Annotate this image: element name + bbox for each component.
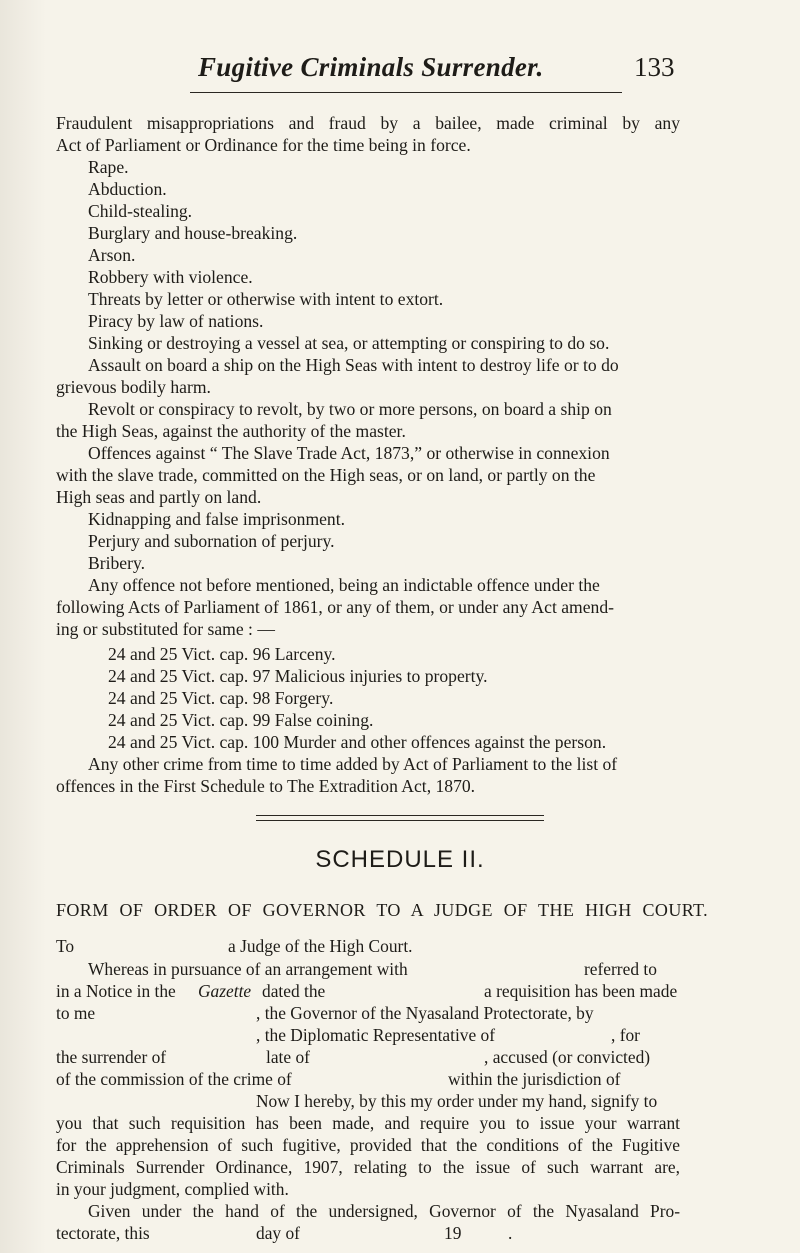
list-line: Arson. bbox=[88, 245, 136, 265]
list-line: Piracy by law of nations. bbox=[88, 311, 264, 331]
list-line: Abduction. bbox=[88, 179, 167, 199]
list-line: Perjury and subornation of perjury. bbox=[88, 531, 335, 551]
form-text: day of bbox=[256, 1223, 300, 1243]
form-text: the surrender of bbox=[56, 1047, 167, 1067]
to-value: a Judge of the High Court. bbox=[228, 936, 413, 956]
list-line: following Acts of Parliament of 1861, or any of them, or under any Act amend- bbox=[56, 597, 614, 617]
list-line: Offences against “ The Slave Trade Act, 1873,” or otherwise in connexion bbox=[88, 443, 610, 463]
list-line: High seas and partly on land. bbox=[56, 487, 262, 507]
form-text: you that such requisition has been made, and require you to issue your warrant bbox=[56, 1113, 680, 1133]
form-text: Given under the hand of the undersigned, Governor of the Nyasaland Pro- bbox=[88, 1201, 680, 1221]
form-text: a requisition has been made bbox=[484, 981, 678, 1001]
list-line: Threats by letter or otherwise with intent to extort. bbox=[88, 289, 444, 309]
list-line: Bribery. bbox=[88, 553, 145, 573]
form-text: , for bbox=[611, 1025, 640, 1045]
header-rule bbox=[190, 92, 622, 93]
act-line: 24 and 25 Vict. cap. 97 Malicious injuries to property. bbox=[108, 666, 488, 686]
list-line: Any other crime from time to time added by Act of Parliament to the list of bbox=[88, 754, 618, 774]
act-line: 24 and 25 Vict. cap. 99 False coining. bbox=[108, 710, 374, 730]
form-text: of the commission of the crime of bbox=[56, 1069, 292, 1089]
page-header bbox=[0, 50, 800, 90]
list-line: Sinking or destroying a vessel at sea, or attempting or conspiring to do so. bbox=[88, 333, 610, 353]
list-line: Fraudulent misappropriations and fraud by a bailee, made criminal by any bbox=[56, 113, 680, 133]
form-text: referred to bbox=[584, 959, 657, 979]
form-text: , accused (or convicted) bbox=[484, 1047, 651, 1067]
form-text: Whereas in pursuance of an arrangement with bbox=[88, 959, 408, 979]
act-line: 24 and 25 Vict. cap. 96 Larceny. bbox=[108, 644, 336, 664]
list-line: Any offence not before mentioned, being an indictable offence under the bbox=[88, 575, 600, 595]
list-line: offences in the First Schedule to The Extradition Act, 1870. bbox=[56, 776, 476, 796]
form-text: dated the bbox=[262, 981, 326, 1001]
section-rule bbox=[256, 820, 544, 821]
list-line: Assault on board a ship on the High Seas with intent to destroy life or to do bbox=[88, 355, 619, 375]
form-title: FORM OF ORDER OF GOVERNOR TO A JUDGE OF THE HIGH COURT. bbox=[56, 900, 708, 920]
list-line: Kidnapping and false imprisonment. bbox=[88, 509, 346, 529]
form-text: to me bbox=[56, 1003, 96, 1023]
act-line: 24 and 25 Vict. cap. 100 Murder and other offences against the person. bbox=[108, 732, 607, 752]
running-title: Fugitive Criminals Surrender. bbox=[198, 52, 544, 82]
form-text: within the jurisdiction of bbox=[448, 1069, 621, 1089]
binding-shadow bbox=[0, 0, 46, 1253]
form-text: , the Governor of the Nyasaland Protectorate, by bbox=[256, 1003, 594, 1023]
list-line: ing or substituted for same : — bbox=[56, 619, 275, 639]
act-line: 24 and 25 Vict. cap. 98 Forgery. bbox=[108, 688, 334, 708]
list-line: Robbery with violence. bbox=[88, 267, 253, 287]
form-text: 19 bbox=[444, 1223, 462, 1243]
form-text: tectorate, this bbox=[56, 1223, 150, 1243]
list-line: grievous bodily harm. bbox=[56, 377, 211, 397]
form-text: . bbox=[508, 1223, 513, 1243]
form-text: in your judgment, complied with. bbox=[56, 1179, 289, 1199]
list-line: Rape. bbox=[88, 157, 129, 177]
form-text: late of bbox=[266, 1047, 310, 1067]
section-rule bbox=[256, 815, 544, 816]
list-line: the High Seas, against the authority of the master. bbox=[56, 421, 406, 441]
schedule-heading: SCHEDULE II. bbox=[315, 846, 485, 873]
form-text: Criminals Surrender Ordinance, 1907, relating to the issue of such warrant are, bbox=[56, 1157, 680, 1177]
list-line: Burglary and house-breaking. bbox=[88, 223, 298, 243]
form-text: Now I hereby, by this my order under my hand, signify to bbox=[256, 1091, 658, 1111]
form-text: , the Diplomatic Representative of bbox=[256, 1025, 496, 1045]
form-text: Gazette bbox=[198, 981, 252, 1001]
list-line: with the slave trade, committed on the High seas, or on land, or partly on the bbox=[56, 465, 596, 485]
form-text: for the apprehension of such fugitive, provided that the conditions of the Fugitive bbox=[56, 1135, 680, 1155]
list-line: Act of Parliament or Ordinance for the time being in force. bbox=[56, 135, 471, 155]
list-line: Revolt or conspiracy to revolt, by two or more persons, on board a ship on bbox=[88, 399, 612, 419]
form-text: in a Notice in the bbox=[56, 981, 176, 1001]
list-line: Child-stealing. bbox=[88, 201, 193, 221]
to-label: To bbox=[56, 936, 75, 956]
page-number: 133 bbox=[634, 52, 675, 82]
